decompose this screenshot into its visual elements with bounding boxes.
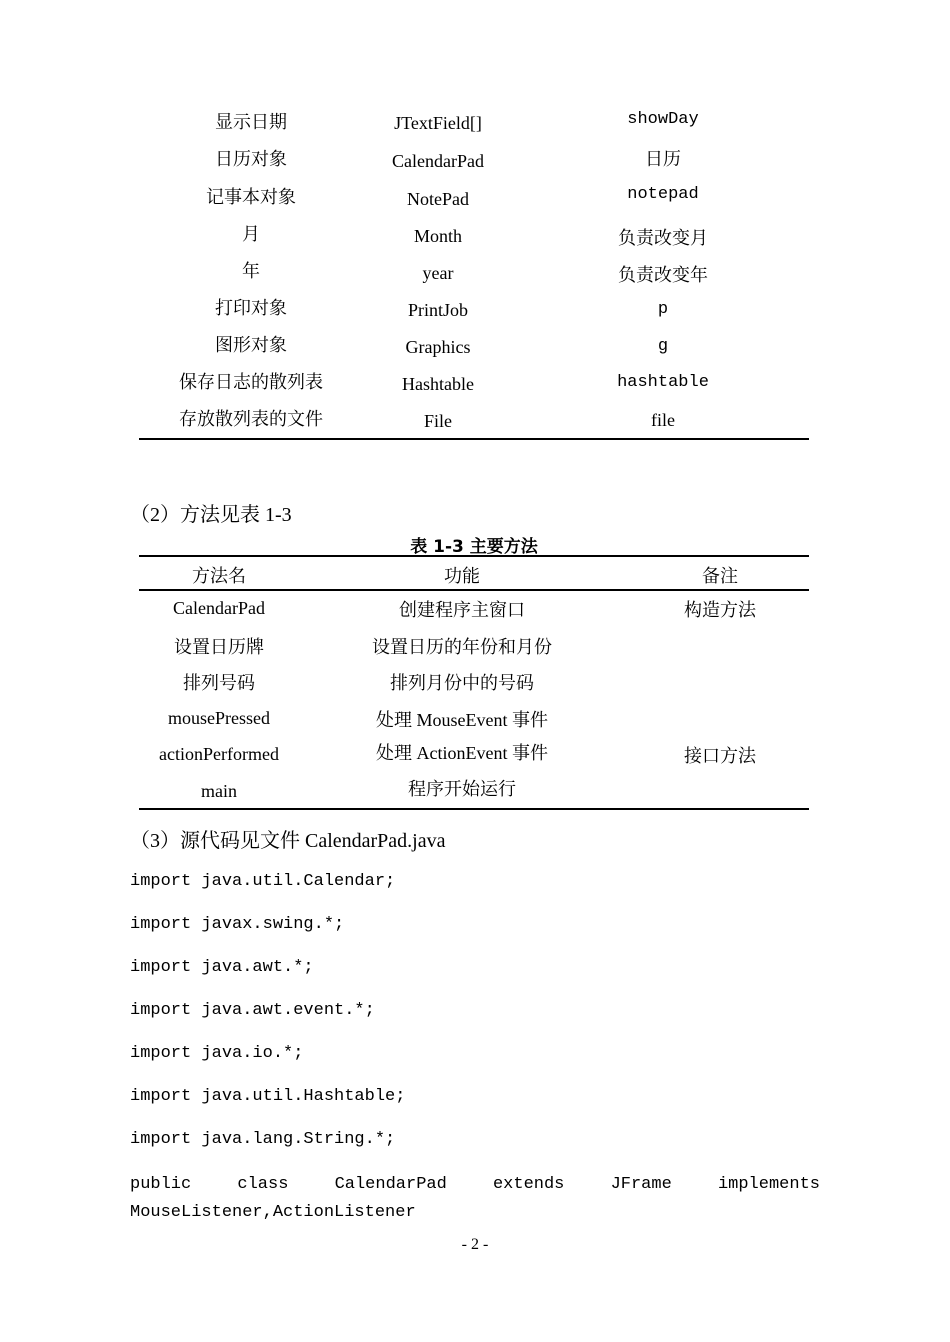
var-id: g	[657, 337, 669, 356]
table-row	[139, 108, 809, 138]
code-line: import java.lang.String.*;	[130, 1130, 396, 1149]
table-row	[139, 294, 809, 324]
code-line: import java.util.Hashtable;	[130, 1087, 406, 1106]
table-row	[139, 183, 809, 213]
var-type: PrintJob	[407, 300, 468, 320]
method-name: mousePressed	[168, 708, 270, 728]
var-type: File	[423, 411, 452, 431]
method-name: 设置日历牌	[174, 637, 264, 657]
method-name: CalendarPad	[173, 598, 265, 618]
method-note: 构造方法	[684, 600, 756, 620]
var-id: 负责改变年	[618, 265, 708, 285]
code-token: implements	[717, 1175, 820, 1194]
var-id: hashtable	[617, 373, 709, 392]
var-type: Graphics	[405, 337, 471, 357]
var-type: JTextField[]	[394, 113, 482, 133]
method-name: main	[201, 781, 237, 801]
var-type: NotePad	[407, 189, 469, 209]
column-header: 方法名	[192, 566, 246, 586]
column-header: 功能	[444, 566, 480, 586]
var-id: showDay	[627, 110, 699, 129]
method-function: 排列月份中的号码	[390, 673, 534, 693]
method-function: 设置日历的年份和月份	[372, 637, 552, 657]
code-token: public	[130, 1175, 192, 1194]
table-row	[139, 145, 809, 175]
table-top-rule	[139, 555, 809, 557]
var-name: 图形对象	[215, 335, 287, 355]
var-type: Hashtable	[402, 374, 474, 394]
code-line: import javax.swing.*;	[130, 915, 345, 934]
var-id: file	[651, 410, 675, 430]
var-name: 月	[242, 224, 260, 244]
var-id: p	[657, 300, 669, 319]
var-name: 记事本对象	[206, 187, 296, 207]
method-function: 程序开始运行	[408, 779, 516, 799]
method-note: 接口方法	[684, 746, 756, 766]
code-token: CalendarPad	[334, 1175, 447, 1194]
code-line: import java.awt.event.*;	[130, 1001, 375, 1020]
method-function: 处理 MouseEvent 事件	[376, 710, 548, 730]
section-heading: （3）源代码见文件 CalendarPad.java	[130, 830, 446, 852]
code-token: extends	[492, 1175, 565, 1194]
var-type: year	[422, 263, 454, 283]
method-function: 创建程序主窗口	[399, 600, 525, 620]
page-number: - 2 -	[461, 1236, 489, 1253]
table-row	[139, 220, 809, 250]
code-line: import java.io.*;	[130, 1044, 304, 1063]
table-row	[139, 331, 809, 361]
section-heading: （2）方法见表 1-3	[130, 504, 292, 526]
code-line: import java.awt.*;	[130, 958, 314, 977]
code-token: class	[237, 1175, 289, 1194]
var-id: 日历	[645, 149, 681, 169]
table-bottom-rule	[139, 808, 809, 810]
var-name: 年	[242, 261, 260, 281]
method-name: 排列号码	[183, 673, 255, 693]
var-name: 存放散列表的文件	[179, 409, 323, 429]
var-name: 显示日期	[215, 112, 287, 132]
table-bottom-rule	[139, 438, 809, 440]
var-id: notepad	[627, 185, 699, 204]
table-row	[139, 257, 809, 287]
code-line-class-declaration	[130, 1175, 820, 1194]
var-name: 日历对象	[215, 149, 287, 169]
method-name: actionPerformed	[159, 744, 279, 764]
method-function: 处理 ActionEvent 事件	[376, 743, 548, 763]
column-header: 备注	[702, 566, 738, 586]
var-name: 保存日志的散列表	[179, 372, 323, 392]
table-caption: 表 1-3 主要方法	[410, 537, 538, 557]
var-type: Month	[413, 226, 462, 246]
var-name: 打印对象	[215, 298, 287, 318]
table-row	[139, 405, 809, 435]
code-line: MouseListener,ActionListener	[130, 1203, 416, 1222]
table-row	[139, 368, 809, 398]
header-rule	[139, 589, 809, 591]
var-id: 负责改变月	[618, 228, 708, 248]
code-line: import java.util.Calendar;	[130, 872, 396, 891]
code-token: JFrame	[610, 1175, 672, 1194]
var-type: CalendarPad	[392, 151, 484, 171]
